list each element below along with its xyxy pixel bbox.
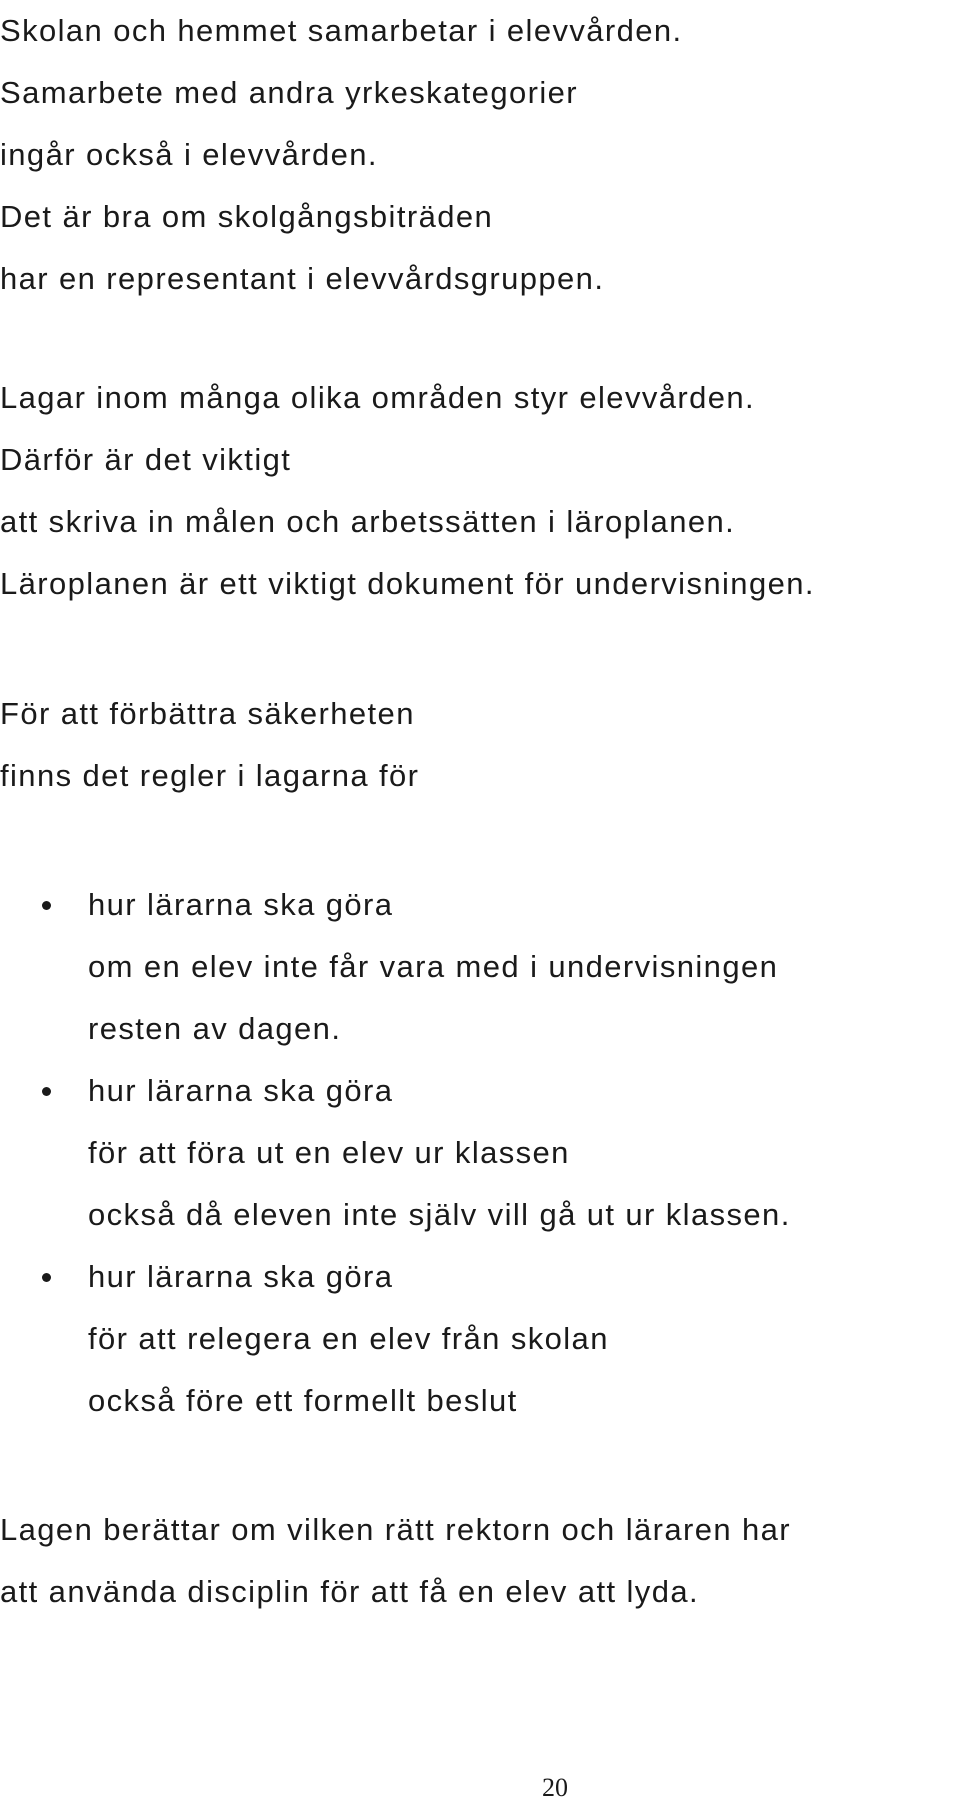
text-line: Lagen berättar om vilken rätt rektorn och läraren har xyxy=(0,1512,792,1547)
text-line: att använda disciplin för att få en elev att lyda. xyxy=(0,1574,699,1609)
page-number: 20 xyxy=(542,1773,568,1802)
text-line: finns det regler i lagarna för xyxy=(0,758,420,793)
list-item xyxy=(0,1060,791,1246)
text-line: hur lärarna ska göra xyxy=(88,887,394,922)
bullet-icon xyxy=(42,901,51,910)
bullet-icon xyxy=(42,1273,51,1282)
bullet-list xyxy=(0,874,791,1432)
text-line: hur lärarna ska göra xyxy=(88,1073,394,1108)
text-line: Läroplanen är ett viktigt dokument för undervisningen. xyxy=(0,566,815,601)
text-line: att skriva in målen och arbetssätten i läroplanen. xyxy=(0,504,736,539)
list-item xyxy=(0,1246,791,1432)
text-line: Lagar inom många olika områden styr elevvården. xyxy=(0,380,756,415)
paragraph-safety-rules-intro xyxy=(0,683,419,807)
text-line: resten av dagen. xyxy=(88,1011,342,1046)
text-line: Samarbete med andra yrkeskategorier xyxy=(0,75,578,110)
list-item xyxy=(0,874,791,1060)
paragraph-student-welfare-cooperation xyxy=(0,0,683,310)
text-line: hur lärarna ska göra xyxy=(88,1259,394,1294)
text-line: också före ett formellt beslut xyxy=(88,1383,518,1418)
text-line: har en representant i elevvårdsgruppen. xyxy=(0,261,605,296)
bullet-icon xyxy=(42,1087,51,1096)
text-line: Därför är det viktigt xyxy=(0,442,292,477)
text-line: Det är bra om skolgångsbiträden xyxy=(0,199,494,234)
text-line: För att förbättra säkerheten xyxy=(0,696,415,731)
text-line: Skolan och hemmet samarbetar i elevvården. xyxy=(0,13,683,48)
text-line: för att föra ut en elev ur klassen xyxy=(88,1135,570,1170)
text-line: för att relegera en elev från skolan xyxy=(88,1321,609,1356)
paragraph-laws-and-curriculum xyxy=(0,367,815,615)
text-line: ingår också i elevvården. xyxy=(0,137,378,172)
paragraph-discipline-law xyxy=(0,1499,791,1623)
text-line: också då eleven inte själv vill gå ut ur klassen. xyxy=(88,1197,791,1232)
text-line: om en elev inte får vara med i undervisningen xyxy=(88,949,779,984)
